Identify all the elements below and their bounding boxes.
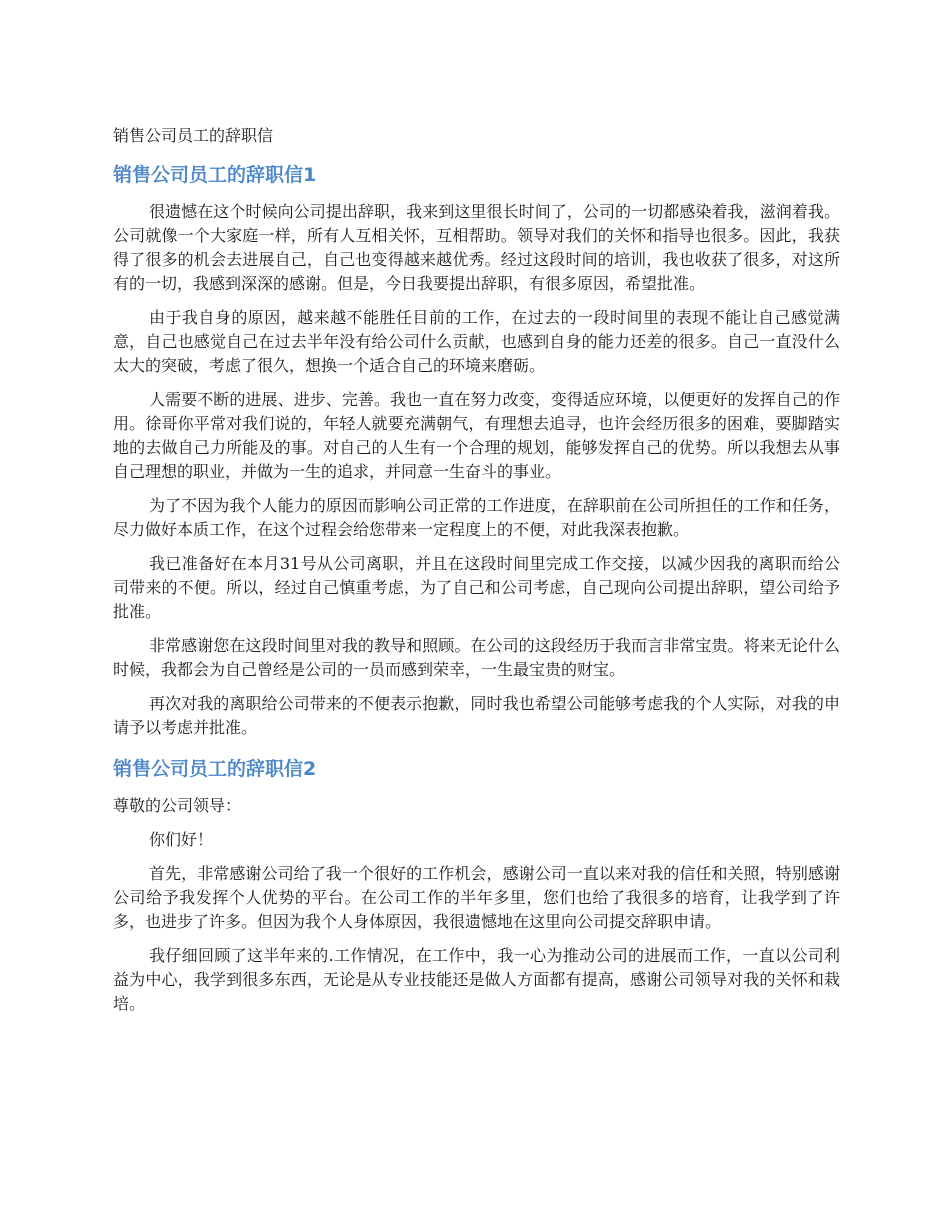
salutation: 尊敬的公司领导：	[113, 796, 242, 815]
section-1-paragraph-6: 非常感谢您在这段时间里对我的教导和照顾。在公司的这段经历于我而言非常宝贵。将来无论什么时候，我都会为自己曾经是公司的一员而感到荣幸，一生最宝贵的财宝。	[113, 636, 840, 679]
document-page	[113, 124, 840, 1026]
section-1-paragraph-4: 为了不因为我个人能力的原因而影响公司正常的工作进度，在辞职前在公司所担任的工作和任务，尽力做好本质工作，在这个过程会给您带来一定程度上的不便，对此我深表抱歉。	[113, 496, 840, 539]
section-1-heading: 销售公司员工的辞职信1	[113, 164, 317, 186]
section-2-paragraph-1: 首先，非常感谢公司给了我一个很好的工作机会，感谢公司一直以来对我的信任和关照，特别感谢公司给予我发挥个人优势的平台。在公司工作的半年多里，您们也给了我很多的培育，让我学到了许多，也进步了许多。但因为我个人身体原因，我很遗憾地在这里向公司提交辞职申请。	[113, 864, 840, 931]
greeting: 你们好！	[149, 830, 214, 849]
section-2-heading: 销售公司员工的辞职信2	[113, 758, 317, 780]
section-1-paragraph-5: 我已准备好在本月31号从公司离职，并且在这段时间里完成工作交接，以减少因我的离职而给公司带来的不便。所以，经过自己慎重考虑，为了自己和公司考虑，自己现向公司提出辞职，望公司给予批准。	[113, 554, 840, 621]
section-1-paragraph-2: 由于我自身的原因，越来越不能胜任目前的工作，在过去的一段时间里的表现不能让自己感觉满意，自己也感觉自己在过去半年没有给公司什么贡献，也感到自身的能力还差的很多。自己一直没什么太大的突破，考虑了很久，想换一个适合自己的环境来磨砺。	[113, 308, 840, 375]
section-1-paragraph-3: 人需要不断的进展、进步、完善。我也一直在努力改变，变得适应环境，以便更好的发挥自己的作用。徐哥你平常对我们说的，年轻人就要充满朝气，有理想去追寻，也许会经历很多的困难，要脚踏实地的去做自己力所能及的事。对自己的人生有一个合理的规划，能够发挥自己的优势。所以我想去从事自己理想的职业，并做为一生的追求，并同意一生奋斗的事业。	[113, 390, 840, 481]
section-1-paragraph-7: 再次对我的离职给公司带来的不便表示抱歉，同时我也希望公司能够考虑我的个人实际，对我的申请予以考虑并批准。	[113, 694, 840, 737]
document-title: 销售公司员工的辞职信	[113, 126, 274, 145]
section-2-paragraph-2: 我仔细回顾了这半年来的.工作情况，在工作中，我一心为推动公司的进展而工作，一直以公司利益为中心，我学到很多东西，无论是从专业技能还是做人方面都有提高，感谢公司领导对我的关怀和栽培。	[113, 946, 840, 1013]
section-1-paragraph-1: 很遗憾在这个时候向公司提出辞职，我来到这里很长时间了，公司的一切都感染着我，滋润着我。公司就像一个大家庭一样，所有人互相关怀，互相帮助。领导对我们的关怀和指导也很多。因此，我获得了很多的机会去进展自己，自己也变得越来越优秀。经过这段时间的培训，我也收获了很多，对这所有的一切，我感到深深的感谢。但是，今日我要提出辞职，有很多原因，希望批准。	[113, 202, 840, 293]
